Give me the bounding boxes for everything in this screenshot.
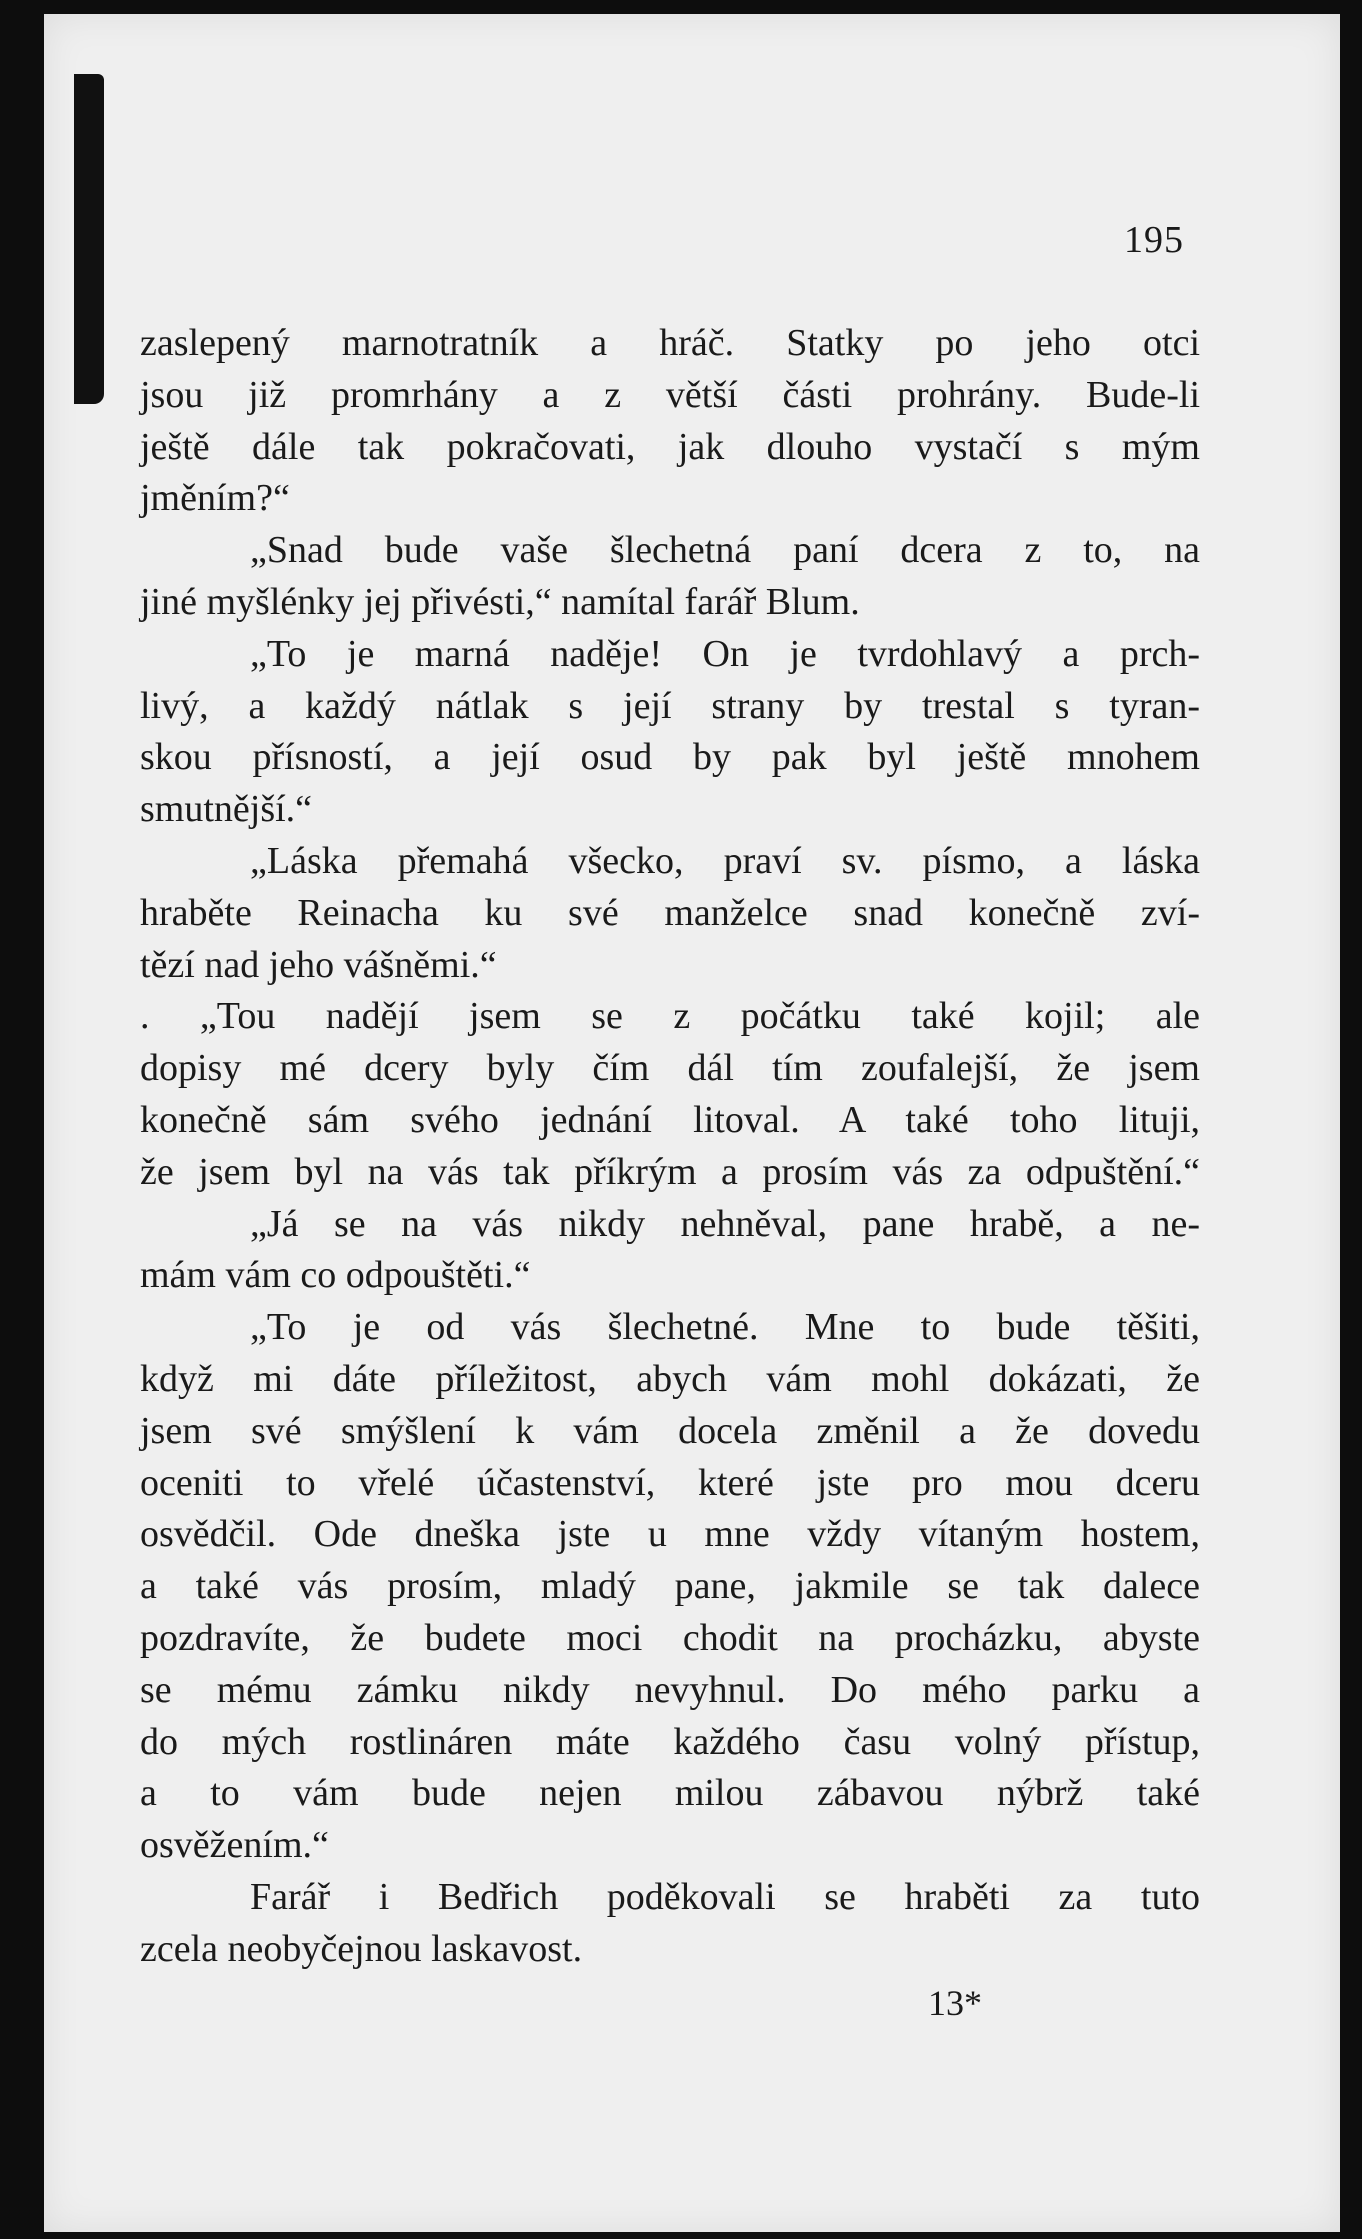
text-line: tězí nad jeho vášněmi.“	[140, 943, 497, 986]
text-line: dopisy mé dcery byly čím dál tím zoufalejší, že jsem	[140, 1047, 1200, 1090]
text-line: se mému zámku nikdy nevyhnul. Do mého parku a	[140, 1668, 1200, 1711]
text-line: konečně sám svého jednání litoval. A také toho lituji,	[140, 1098, 1200, 1141]
body-text	[140, 318, 1200, 1976]
text-line: hraběte Reinacha ku své manželce snad konečně zví-	[140, 891, 1200, 934]
signature-mark: 13*	[928, 1983, 982, 2023]
text-line: oceniti to vřelé účastenství, které jste pro mou dceru	[140, 1461, 1200, 1504]
text-line: „To je marná naděje! On je tvrdohlavý a prch-	[250, 632, 1200, 675]
text-line: livý, a každý nátlak s její strany by trestal s tyran-	[140, 684, 1200, 727]
text-line: . „Tou nadějí jsem se z počátku také kojil; ale	[140, 995, 1200, 1038]
book-page	[44, 14, 1340, 2232]
text-line: osvěžením.“	[140, 1824, 329, 1867]
text-line: „Láska přemahá všecko, praví sv. písmo, a láska	[250, 839, 1200, 882]
text-line: „Já se na vás nikdy nehněval, pane hrabě, a ne-	[250, 1202, 1200, 1245]
text-line: osvědčil. Ode dneška jste u mne vždy vítaným hostem,	[140, 1513, 1200, 1556]
binding-shadow	[74, 74, 104, 404]
text-line: mám vám co odpouštěti.“	[140, 1254, 531, 1297]
text-line: ještě dále tak pokračovati, jak dlouho vystačí s mým	[140, 425, 1200, 468]
text-line: a to vám bude nejen milou zábavou nýbrž také	[140, 1772, 1200, 1815]
text-line: jsem své smýšlení k vám docela změnil a že dovedu	[140, 1409, 1200, 1452]
text-line: „To je od vás šlechetné. Mne to bude těšiti,	[250, 1306, 1200, 1349]
text-line: Farář i Bedřich poděkovali se hraběti za tuto	[250, 1875, 1200, 1918]
text-line: že jsem byl na vás tak příkrým a prosím vás za odpuštění.“	[140, 1150, 1200, 1193]
text-line: zcela neobyčejnou laskavost.	[140, 1927, 583, 1970]
text-line: jsou již promrhány a z větší části prohrány. Bude-li	[140, 373, 1200, 416]
text-line: do mých rostlináren máte každého času volný přístup,	[140, 1720, 1200, 1763]
text-line: skou přísností, a její osud by pak byl ještě mnohem	[140, 736, 1200, 779]
page-number: 195	[1124, 219, 1184, 261]
text-line: zaslepený marnotratník a hráč. Statky po jeho otci	[140, 322, 1200, 364]
text-line: smutnější.“	[140, 788, 313, 831]
text-line: jměním?“	[140, 477, 290, 520]
text-line: jiné myšlénky jej přivésti,“ namítal farář Blum.	[140, 580, 860, 623]
text-line: a také vás prosím, mladý pane, jakmile se tak dalece	[140, 1565, 1200, 1608]
text-line: když mi dáte příležitost, abych vám mohl dokázati, že	[140, 1357, 1200, 1400]
text-line: „Snad bude vaše šlechetná paní dcera z to, na	[250, 529, 1200, 572]
text-line: pozdravíte, že budete moci chodit na procházku, abyste	[140, 1616, 1200, 1659]
